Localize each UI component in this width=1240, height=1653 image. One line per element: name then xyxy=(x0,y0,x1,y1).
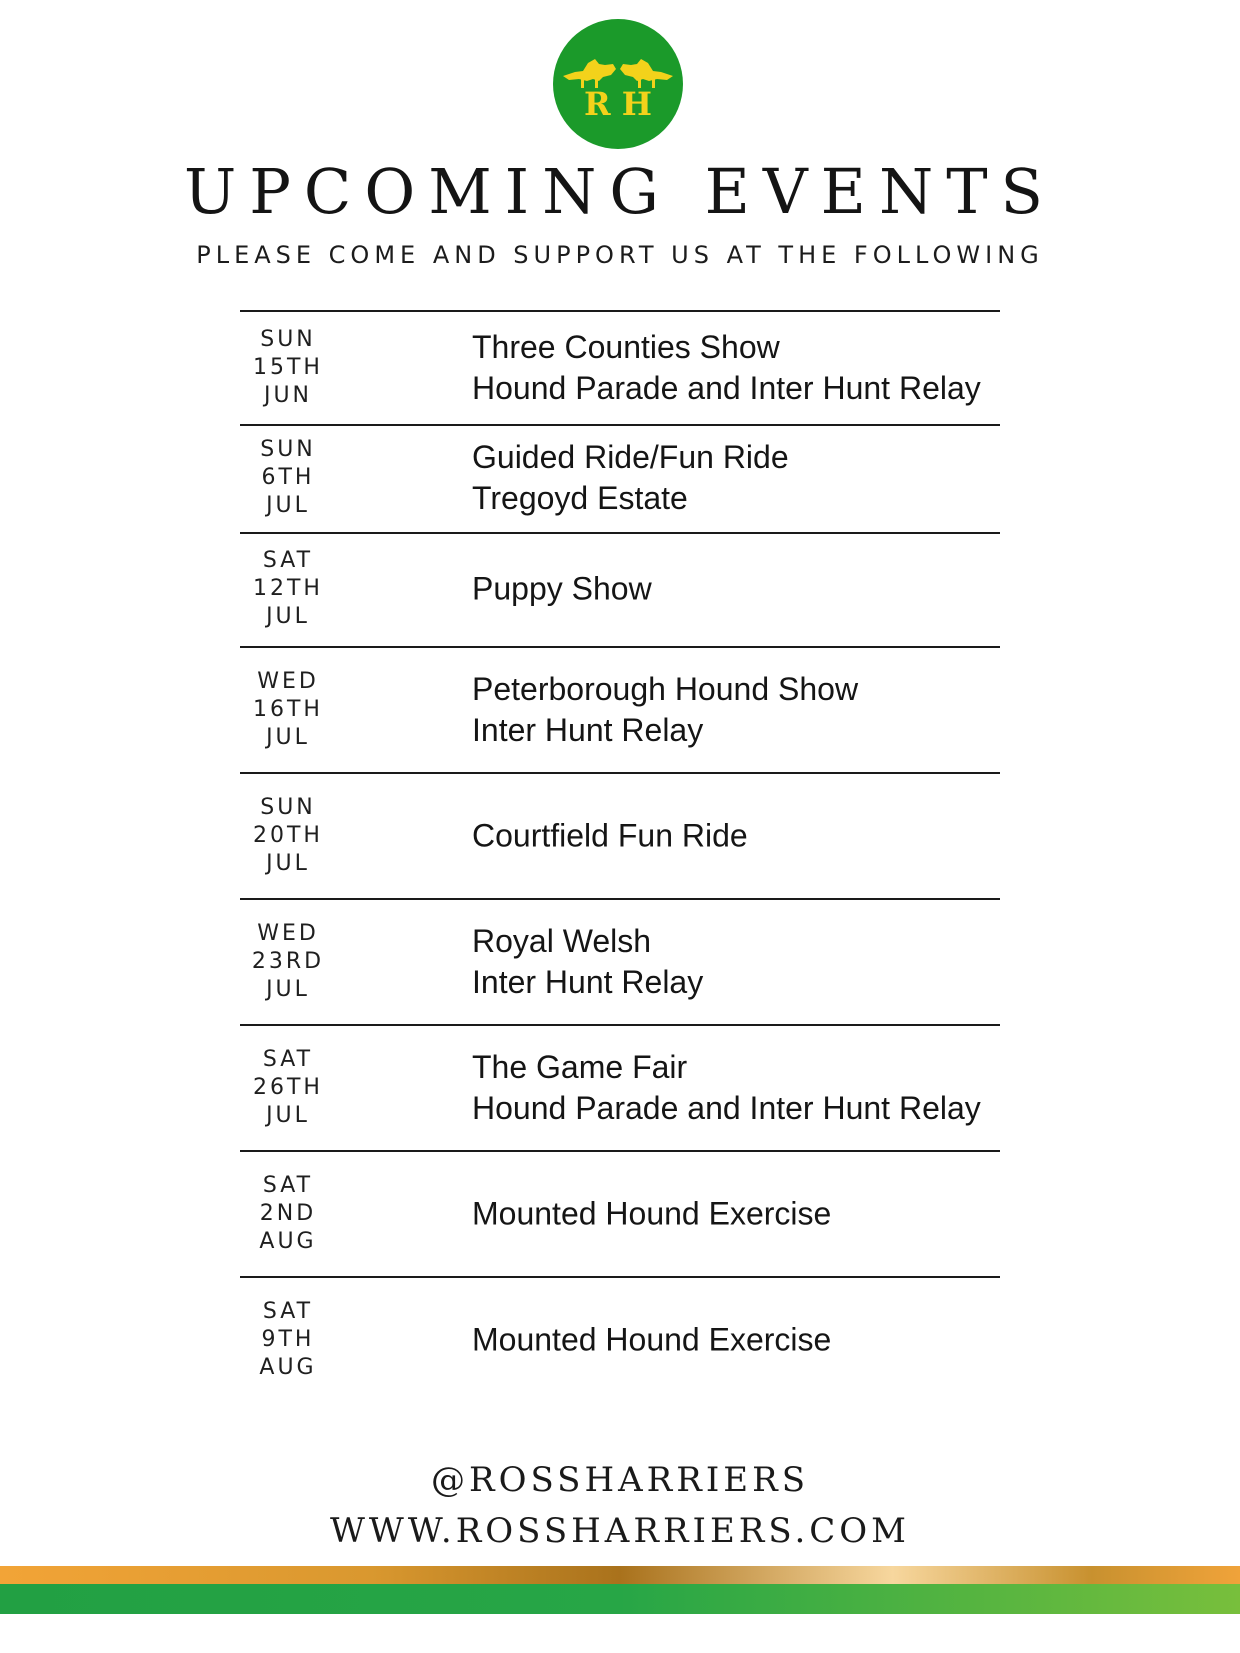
event-month: AUG xyxy=(259,1355,317,1380)
event-title: Courtfield Fun Ride xyxy=(472,817,748,854)
event-month: JUL xyxy=(266,1103,310,1128)
event-subtitle: Hound Parade and Inter Hunt Relay xyxy=(472,1090,981,1126)
svg-text:R H: R H xyxy=(584,85,652,123)
event-month: JUL xyxy=(266,977,310,1002)
event-description xyxy=(472,1194,1000,1235)
event-description xyxy=(472,327,1000,409)
event-day: SAT xyxy=(262,1299,314,1324)
social-handle: @ROSSHARRIERS xyxy=(430,1460,809,1500)
event-title: Peterborough Hound Show xyxy=(472,671,859,707)
event-month: JUL xyxy=(266,604,310,629)
event-title: Guided Ride/Fun Ride xyxy=(472,439,789,475)
event-day: WED xyxy=(257,921,319,946)
page-title: UPCOMING EVENTS xyxy=(183,155,1057,228)
event-day: SUN xyxy=(260,437,316,462)
event-day: SUN xyxy=(260,795,316,820)
event-date xyxy=(240,794,336,878)
event-date xyxy=(240,547,336,631)
event-day-number: 26TH xyxy=(253,1075,323,1100)
event-date xyxy=(240,920,336,1004)
event-day-number: 23RD xyxy=(251,949,325,974)
event-day: SUN xyxy=(260,327,316,352)
event-day: SAT xyxy=(262,1047,314,1072)
event-day-number: 6TH xyxy=(261,465,315,490)
event-day-number: 9TH xyxy=(261,1327,315,1352)
event-month: JUL xyxy=(266,851,310,876)
event-month: JUN xyxy=(263,383,313,408)
event-title: Three Counties Show xyxy=(472,329,780,365)
event-title: Puppy Show xyxy=(472,570,652,607)
event-description xyxy=(472,669,1000,751)
event-date xyxy=(240,326,336,410)
hounds-crest-icon xyxy=(553,19,683,149)
event-month: AUG xyxy=(259,1229,317,1254)
event-day-number: 15TH xyxy=(253,355,323,380)
event-title: Royal Welsh xyxy=(472,923,652,959)
event-description xyxy=(472,1320,1000,1361)
event-day-number: 12TH xyxy=(253,576,323,601)
event-day-number: 2ND xyxy=(259,1201,317,1226)
event-row xyxy=(240,534,1000,644)
event-title: Mounted Hound Exercise xyxy=(472,1321,832,1358)
event-subtitle: Inter Hunt Relay xyxy=(472,712,704,748)
event-row xyxy=(240,774,1000,898)
event-description xyxy=(472,437,1000,519)
event-row xyxy=(240,1152,1000,1276)
green-stripe xyxy=(0,1584,1240,1614)
event-row xyxy=(240,426,1000,530)
event-subtitle: Hound Parade and Inter Hunt Relay xyxy=(472,370,981,406)
event-day-number: 16TH xyxy=(253,697,323,722)
event-row xyxy=(240,900,1000,1024)
event-subtitle: Tregoyd Estate xyxy=(472,480,688,516)
event-subtitle: Inter Hunt Relay xyxy=(472,964,704,1000)
event-row xyxy=(240,648,1000,772)
event-date xyxy=(240,1172,336,1256)
website-url: WWW.ROSSHARRIERS.COM xyxy=(329,1511,910,1551)
event-row xyxy=(240,1026,1000,1150)
event-day-number: 20TH xyxy=(253,823,323,848)
event-date xyxy=(240,436,336,520)
page-subtitle: PLEASE COME AND SUPPORT US AT THE FOLLOWING xyxy=(196,241,1044,269)
event-date xyxy=(240,1046,336,1130)
event-day: SAT xyxy=(262,548,314,573)
event-row xyxy=(240,1278,1000,1402)
event-description xyxy=(472,816,1000,857)
event-description xyxy=(472,569,1000,610)
event-description xyxy=(472,921,1000,1003)
event-row xyxy=(240,312,1000,424)
event-date xyxy=(240,1298,336,1382)
event-day: WED xyxy=(257,669,319,694)
event-month: JUL xyxy=(266,493,310,518)
event-description xyxy=(472,1047,1000,1129)
hunt-logo xyxy=(553,19,683,149)
event-title: Mounted Hound Exercise xyxy=(472,1195,832,1232)
event-day: SAT xyxy=(262,1173,314,1198)
event-title: The Game Fair xyxy=(472,1049,688,1085)
event-month: JUL xyxy=(266,725,310,750)
gold-stripe xyxy=(0,1566,1240,1584)
event-date xyxy=(240,668,336,752)
